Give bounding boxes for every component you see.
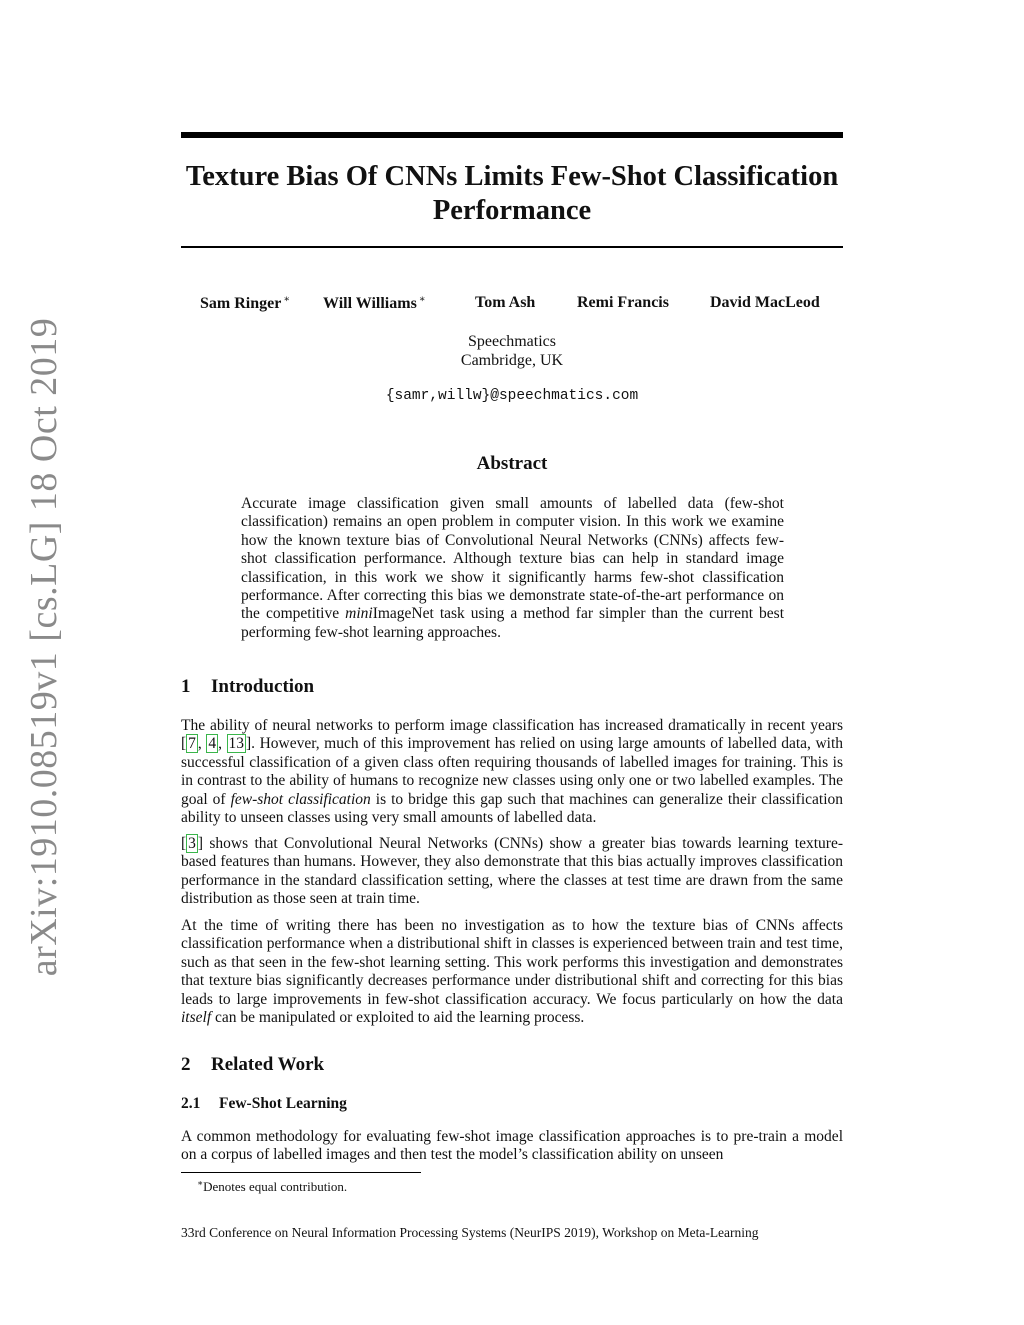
author-3 (475, 294, 535, 312)
intro-paragraph-1: The ability of neural networks to perform image classification has increased dramatically in recent years [ 7 , 4 , 13 ]. However, much of this improvement has relied on using large amounts of labelled data, with successful classification of a given class often requiring thousands of labelled images for training. This is in contrast to the ability of humans to recognize new classes using only one or two labelled examples. The goal of few-shot classification is to bridge this gap such that machines can generalize their classification ability to unseen classes using very small amounts of labelled data. (181, 717, 844, 827)
author-1 (200, 294, 290, 313)
author-5 (710, 294, 820, 312)
affiliation (181, 332, 843, 370)
affiliation-location: Cambridge, UK (460, 352, 564, 369)
author-email: {samr,willw}@speechmatics.com (385, 388, 639, 404)
abstract-text: Accurate image classification given small amounts of labelled data (few-shot classification) remains an open problem in computer vision. In this work we examine how the known texture bias of Convolutional Neural Networks (CNNs) affects few-shot classification performance. Although texture bias can help in standard image classification, in this work we show it significantly harms few-shot classification performance. After correcting this bias we demonstrate state-of-the-art performance on the competitive miniImageNet task using a method far simpler than the current best performing few-shot learning approaches. (241, 495, 785, 641)
author-name: Sam Ringer (200, 295, 282, 312)
author-list (0, 294, 1024, 318)
footnote-mark: ∗ (197, 1178, 204, 1188)
footnote-text: Denotes equal contribution. (203, 1179, 348, 1194)
subsection-title: Few-Shot Learning (219, 1095, 347, 1112)
subsection-number: 2.1 (181, 1095, 201, 1112)
author-4 (577, 294, 669, 312)
citation-link[interactable]: 4 (208, 735, 217, 753)
affiliation-org: Speechmatics (468, 333, 556, 350)
title-bottom-rule (181, 246, 843, 248)
author-name: Tom Ash (475, 294, 536, 311)
citation-link[interactable]: 13 (228, 735, 245, 753)
section-title: Introduction (211, 676, 315, 697)
intro-paragraph-2: [ 3 ] shows that Convolutional Neural Networks (CNNs) show a greater bias towards learning texture-based features than humans. However, they also demonstrate that this bias actually improves classification performance in the standard classification setting, where the classes at test time are drawn from the same distribution as those seen at train time. (181, 835, 843, 908)
author-name: Remi Francis (577, 294, 669, 311)
footnote (197, 1178, 347, 1195)
title-line-2: Performance (432, 195, 592, 226)
venue-footer: 33rd Conference on Neural Information Processing Systems (NeurIPS 2019), Workshop on Meta-Learning (181, 1225, 759, 1240)
equal-contribution-mark: ∗ (283, 294, 291, 305)
section-heading-related-work (181, 1054, 324, 1076)
citation-link[interactable]: 3 (188, 835, 196, 852)
section-heading-introduction (181, 676, 314, 698)
author-2 (323, 294, 426, 313)
section-title: Related Work (211, 1054, 325, 1075)
section-number: 2 (181, 1054, 191, 1075)
subsection-heading-few-shot-learning (181, 1095, 347, 1113)
paper-title (181, 160, 843, 228)
equal-contribution-mark: ∗ (418, 294, 426, 305)
arxiv-identifier-stamp: arXiv:1910.08519v1 [cs.LG] 18 Oct 2019 (23, 317, 65, 977)
intro-paragraph-3: At the time of writing there has been no investigation as to how the texture bias of CNNs affects classification performance when a distributional shift in classes is experienced between train and test time, such as that seen in the few-shot learning setting. This work performs this investigation and demonstrates that texture bias significantly decreases performance under distributional shift and correcting for this bias leads to large improvements in few-shot classification accuracy. We focus particularly on how the data itself can be manipulated or exploited to aid the learning process. (181, 917, 843, 1027)
footnote-rule (181, 1172, 421, 1173)
author-name: David MacLeod (710, 294, 820, 311)
section-number: 1 (181, 676, 191, 697)
author-name: Will Williams (323, 295, 417, 312)
title-top-rule (181, 132, 843, 138)
related-paragraph-1: A common methodology for evaluating few-shot image classification approaches is to pre-train a model on a corpus of labelled images and then test the model’s classification ability on unseen (181, 1128, 843, 1164)
abstract-heading: Abstract (476, 453, 548, 474)
title-line-1: Texture Bias Of CNNs Limits Few-Shot Classification (185, 161, 839, 192)
citation-link[interactable]: 7 (188, 735, 196, 753)
